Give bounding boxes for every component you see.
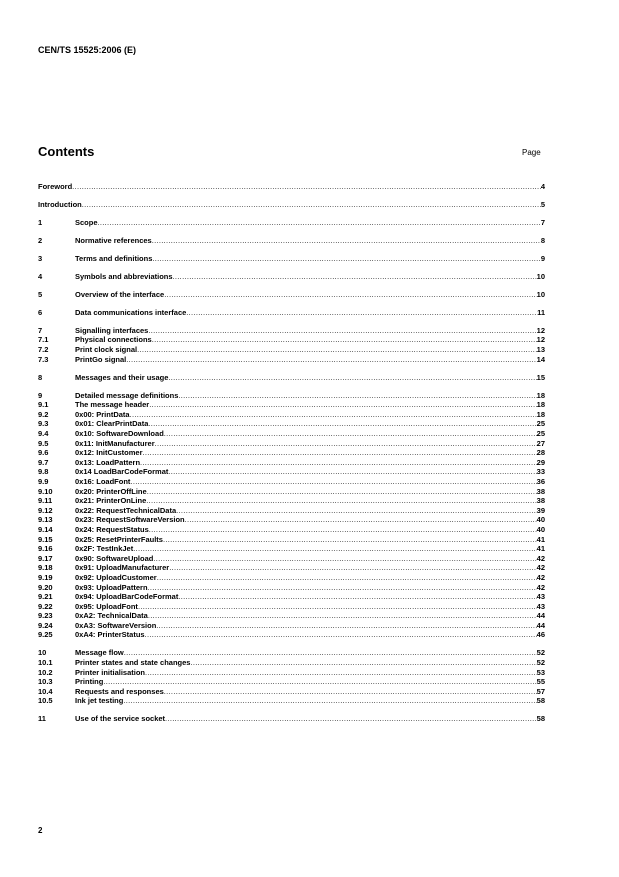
toc-leader-dots xyxy=(148,583,537,592)
toc-entry-page: 57 xyxy=(536,686,545,696)
toc-entry-page: 55 xyxy=(536,677,545,687)
toc-entry[interactable] xyxy=(38,696,545,706)
toc-entry-page: 58 xyxy=(536,714,545,724)
toc-entry-page: 42 xyxy=(536,572,545,582)
toc-entry-page: 52 xyxy=(536,648,545,658)
toc-entry[interactable] xyxy=(38,658,545,668)
toc-entry-title: 0x23: RequestSoftwareVersion xyxy=(75,515,185,525)
toc-entry[interactable] xyxy=(38,326,545,336)
toc-entry-page: 18 xyxy=(536,390,545,400)
toc-entry-title: Terms and definitions xyxy=(75,253,153,263)
toc-entry-page: 44 xyxy=(536,620,545,630)
toc-entry-title: The message header xyxy=(75,400,150,410)
toc-entry-number: 7.3 xyxy=(38,354,49,364)
toc-leader-dots xyxy=(124,648,537,657)
toc-entry-page: 42 xyxy=(536,563,545,573)
toc-leader-dots xyxy=(149,400,536,409)
toc-entry-title: PrintGo signal xyxy=(75,354,127,364)
toc-leader-dots xyxy=(168,467,536,476)
toc-entry-title: 0x13: LoadPattern xyxy=(75,457,141,467)
toc-entry[interactable] xyxy=(38,218,545,228)
toc-entry-page: 44 xyxy=(536,611,545,621)
toc-entry[interactable] xyxy=(38,391,545,401)
toc-entry[interactable] xyxy=(38,506,545,516)
toc-entry[interactable] xyxy=(38,621,545,631)
toc-entry[interactable] xyxy=(38,345,545,355)
toc-leader-dots xyxy=(178,592,536,601)
toc-leader-dots xyxy=(164,290,536,299)
toc-entry-page: 40 xyxy=(536,515,545,525)
toc-entry-title: 0x91: UploadManufacturer xyxy=(75,563,170,573)
toc-entry[interactable] xyxy=(38,714,545,724)
toc-leader-dots xyxy=(145,668,537,677)
toc-entry-number: 9.22 xyxy=(38,601,53,611)
toc-entry-number: 10.5 xyxy=(38,696,53,706)
toc-leader-dots xyxy=(169,563,536,572)
toc-entry-page: 52 xyxy=(536,658,545,668)
toc-leader-dots xyxy=(152,236,541,245)
toc-entry[interactable] xyxy=(38,611,545,621)
toc-entry-title: Print clock signal xyxy=(75,345,138,355)
toc-leader-dots xyxy=(145,630,537,639)
toc-entry-number: 7.2 xyxy=(38,345,49,355)
toc-entry[interactable] xyxy=(38,487,545,497)
toc-entry-number: 9.12 xyxy=(38,505,53,515)
toc-entry-number: 10.3 xyxy=(38,677,53,687)
toc-entry[interactable] xyxy=(38,439,545,449)
toc-entry-number: 9.25 xyxy=(38,630,53,640)
toc-entry-page: 28 xyxy=(536,448,545,458)
toc-entry[interactable] xyxy=(38,448,545,458)
toc-leader-dots xyxy=(130,410,537,419)
toc-entry[interactable] xyxy=(38,583,545,593)
toc-entry[interactable] xyxy=(38,515,545,525)
toc-entry-page: 11 xyxy=(537,307,545,317)
toc-entry-number: 10 xyxy=(38,648,47,658)
toc-leader-dots xyxy=(173,272,537,281)
toc-entry-title: Messages and their usage xyxy=(75,372,169,382)
toc-entry-title: Symbols and abbreviations xyxy=(75,271,173,281)
toc-entry-number: 9.10 xyxy=(38,486,53,496)
toc-entry[interactable] xyxy=(38,668,545,678)
toc-entry-number: 2 xyxy=(38,235,43,245)
toc-entry-title: Printing xyxy=(75,677,104,687)
toc-entry-page: 53 xyxy=(536,667,545,677)
toc-entry-page: 10 xyxy=(536,271,545,281)
toc-entry[interactable] xyxy=(38,200,545,210)
toc-entry-title: 0x01: ClearPrintData xyxy=(75,419,149,429)
toc-entry-page: 10 xyxy=(536,289,545,299)
toc-entry-number: 9.11 xyxy=(38,496,53,506)
toc-entry[interactable] xyxy=(38,573,545,583)
toc-entry-title: 0x95: UploadFont xyxy=(75,601,138,611)
toc-entry-title: Foreword xyxy=(38,182,73,191)
toc-entry[interactable] xyxy=(38,563,545,573)
toc-entry-number: 4 xyxy=(38,271,43,281)
toc-entry[interactable] xyxy=(38,419,545,429)
page-column-label: Page xyxy=(522,148,541,157)
toc-entry[interactable] xyxy=(38,544,545,554)
table-of-contents xyxy=(38,182,545,724)
toc-leader-dots xyxy=(157,573,537,582)
toc-entry-number: 5 xyxy=(38,289,43,299)
toc-entry-page: 41 xyxy=(536,544,545,554)
toc-entry-title: Ink jet testing xyxy=(75,696,124,706)
toc-entry-page: 29 xyxy=(536,457,545,467)
toc-entry-number: 9.19 xyxy=(38,572,53,582)
toc-leader-dots xyxy=(155,439,537,448)
toc-entry-number: 9.24 xyxy=(38,620,53,630)
toc-entry-number: 7.1 xyxy=(38,335,49,345)
toc-entry-page: 8 xyxy=(540,235,545,245)
toc-entry-title: 0x94: UploadBarCodeFormat xyxy=(75,592,179,602)
toc-entry-title: 0x90: SoftwareUpload xyxy=(75,553,154,563)
toc-leader-dots xyxy=(133,544,536,553)
toc-entry-number: 3 xyxy=(38,253,43,263)
toc-leader-dots xyxy=(126,355,536,364)
toc-entry-number: 10.1 xyxy=(38,658,53,668)
toc-entry-number: 9.21 xyxy=(38,592,53,602)
toc-entry-number: 11 xyxy=(38,714,46,724)
toc-entry-number: 6 xyxy=(38,307,43,317)
toc-entry-page: 18 xyxy=(536,409,545,419)
toc-entry[interactable] xyxy=(38,602,545,612)
toc-entry-title: 0x00: PrintData xyxy=(75,409,130,419)
toc-entry-page: 25 xyxy=(536,429,545,438)
toc-entry-page: 18 xyxy=(536,400,545,410)
toc-leader-dots xyxy=(185,515,537,524)
toc-leader-dots xyxy=(149,525,537,534)
toc-entry-page: 12 xyxy=(536,325,545,335)
toc-entry-title: 0xA2: TechnicalData xyxy=(75,611,148,621)
toc-entry-number: 9.14 xyxy=(38,524,53,534)
toc-entry[interactable] xyxy=(38,400,545,410)
toc-entry-title: 0xA4: PrinterStatus xyxy=(75,630,145,640)
toc-entry[interactable] xyxy=(38,335,545,345)
toc-leader-dots xyxy=(156,621,536,630)
toc-entry-page: 15 xyxy=(536,372,545,382)
toc-leader-dots xyxy=(164,429,537,438)
toc-entry-title: 0x14 LoadBarCodeFormat xyxy=(75,467,169,477)
toc-leader-dots xyxy=(178,391,536,400)
toc-entry[interactable] xyxy=(38,254,545,264)
toc-entry-number: 9.4 xyxy=(38,429,49,438)
toc-entry[interactable] xyxy=(38,592,545,602)
toc-entry[interactable] xyxy=(38,535,545,545)
toc-entry-page: 13 xyxy=(536,345,545,355)
toc-leader-dots xyxy=(137,345,537,354)
toc-leader-dots xyxy=(147,487,537,496)
toc-entry-title: 0x10: SoftwareDownload xyxy=(75,429,164,438)
toc-entry-title: 0x25: ResetPrinterFaults xyxy=(75,534,163,544)
toc-entry[interactable] xyxy=(38,687,545,697)
toc-leader-dots xyxy=(146,496,536,505)
toc-entry-number: 9 xyxy=(38,390,43,400)
toc-entry-page: 41 xyxy=(536,534,545,544)
toc-leader-dots xyxy=(186,308,537,317)
toc-entry-title: Data communications interface xyxy=(75,307,187,317)
toc-entry[interactable] xyxy=(38,677,545,687)
toc-entry[interactable] xyxy=(38,429,545,439)
toc-entry-title: Printer states and state changes xyxy=(75,658,191,668)
toc-entry-page: 25 xyxy=(536,419,545,429)
toc-entry[interactable] xyxy=(38,290,545,300)
toc-entry[interactable] xyxy=(38,477,545,487)
toc-entry-number: 9.6 xyxy=(38,448,49,458)
toc-entry-title: Scope xyxy=(75,217,98,227)
toc-leader-dots xyxy=(164,687,537,696)
toc-leader-dots xyxy=(163,535,537,544)
toc-entry-title: Requests and responses xyxy=(75,686,164,696)
toc-entry-title: 0x11: InitManufacturer xyxy=(75,438,155,448)
toc-entry-number: 9.13 xyxy=(38,515,53,525)
toc-entry-page: 5 xyxy=(540,199,545,209)
document-id: CEN/TS 15525:2006 (E) xyxy=(38,45,137,55)
toc-entry-page: 36 xyxy=(536,476,545,486)
toc-entry-title: Message flow xyxy=(75,648,124,658)
toc-leader-dots xyxy=(72,182,541,191)
toc-entry-title: Printer initialisation xyxy=(75,667,146,677)
toc-leader-dots xyxy=(98,218,541,227)
toc-entry-number: 9.16 xyxy=(38,544,53,554)
toc-entry[interactable] xyxy=(38,630,545,640)
toc-entry-title: 0x93: UploadPattern xyxy=(75,582,148,592)
toc-entry-number: 9.23 xyxy=(38,611,53,621)
toc-entry[interactable] xyxy=(38,525,545,535)
toc-entry-number: 9.18 xyxy=(38,563,53,573)
toc-entry[interactable] xyxy=(38,458,545,468)
toc-entry-title: 0x20: PrinterOffLine xyxy=(75,486,147,496)
toc-entry-title: Introduction xyxy=(38,199,82,209)
toc-leader-dots xyxy=(123,696,536,705)
toc-entry-page: 7 xyxy=(540,217,545,227)
toc-entry-page: 42 xyxy=(536,553,545,563)
toc-entry-page: 38 xyxy=(536,496,545,506)
toc-entry-number: 9.2 xyxy=(38,409,49,419)
toc-leader-dots xyxy=(82,200,541,209)
toc-entry-title: 0x12: InitCustomer xyxy=(75,448,143,458)
toc-leader-dots xyxy=(140,458,537,467)
toc-entry-page: 43 xyxy=(536,592,545,602)
toc-entry-title: 0xA3: SoftwareVersion xyxy=(75,620,157,630)
toc-entry[interactable] xyxy=(38,467,545,477)
toc-entry[interactable] xyxy=(38,410,545,420)
toc-entry-title: Physical connections xyxy=(75,335,152,345)
page-number: 2 xyxy=(38,826,43,835)
toc-entry-number: 7 xyxy=(38,325,43,335)
toc-entry-title: Normative references xyxy=(75,235,152,245)
toc-entry-number: 9.1 xyxy=(38,400,49,410)
contents-heading: Contents xyxy=(38,144,95,159)
toc-entry-page: 40 xyxy=(536,524,545,534)
toc-leader-dots xyxy=(152,335,537,344)
toc-leader-dots xyxy=(168,373,536,382)
toc-entry[interactable] xyxy=(38,554,545,564)
toc-entry-title: Detailed message definitions xyxy=(75,390,179,400)
toc-leader-dots xyxy=(148,611,537,620)
toc-leader-dots xyxy=(148,419,536,428)
toc-entry-title: Use of the service socket xyxy=(75,714,166,724)
toc-entry-page: 33 xyxy=(536,467,545,477)
toc-entry-number: 10.2 xyxy=(38,667,53,677)
toc-entry-title: 0x24: RequestStatus xyxy=(75,524,149,534)
toc-entry-page: 14 xyxy=(536,354,545,364)
toc-entry-number: 9.3 xyxy=(38,419,49,429)
toc-entry-number: 9.5 xyxy=(38,438,49,448)
toc-entry-page: 42 xyxy=(536,582,545,592)
toc-entry-title: 0x22: RequestTechnicalData xyxy=(75,505,177,515)
toc-entry-number: 8 xyxy=(38,372,43,382)
toc-entry-title: Overview of the interface xyxy=(75,289,165,299)
toc-entry-page: 43 xyxy=(536,601,545,611)
toc-entry-number: 9.8 xyxy=(38,467,49,477)
toc-leader-dots xyxy=(153,554,536,563)
toc-entry-page: 12 xyxy=(536,335,545,345)
toc-entry[interactable] xyxy=(38,373,545,383)
toc-entry-number: 1 xyxy=(38,217,43,227)
toc-entry-title: Signalling interfaces xyxy=(75,325,149,335)
toc-leader-dots xyxy=(165,714,537,723)
toc-entry[interactable] xyxy=(38,648,545,658)
toc-leader-dots xyxy=(143,448,537,457)
toc-entry-title: 0x21: PrinterOnLine xyxy=(75,496,147,506)
toc-entry[interactable] xyxy=(38,308,545,318)
toc-leader-dots xyxy=(152,254,540,263)
toc-entry-page: 38 xyxy=(536,486,545,496)
toc-leader-dots xyxy=(130,477,536,486)
toc-entry-number: 9.20 xyxy=(38,582,53,592)
toc-entry-page: 4 xyxy=(540,182,545,191)
toc-leader-dots xyxy=(138,602,537,611)
toc-entry[interactable] xyxy=(38,182,545,192)
toc-leader-dots xyxy=(190,658,536,667)
toc-entry-page: 58 xyxy=(536,696,545,706)
toc-entry[interactable] xyxy=(38,272,545,282)
toc-entry-number: 10.4 xyxy=(38,686,53,696)
toc-entry-number: 9.9 xyxy=(38,476,49,486)
toc-entry-title: 0x92: UploadCustomer xyxy=(75,572,157,582)
toc-entry-title: 0x16: LoadFont xyxy=(75,476,131,486)
toc-entry-page: 27 xyxy=(536,438,545,448)
toc-entry[interactable] xyxy=(38,355,545,365)
toc-entry[interactable] xyxy=(38,496,545,506)
toc-entry-page: 39 xyxy=(536,505,545,515)
toc-leader-dots xyxy=(103,677,536,686)
toc-entry-title: 0x2F: TestInkJet xyxy=(75,544,134,554)
toc-leader-dots xyxy=(148,326,536,335)
toc-entry-page: 9 xyxy=(540,253,545,263)
toc-entry[interactable] xyxy=(38,236,545,246)
toc-entry-number: 9.15 xyxy=(38,534,53,544)
toc-entry-number: 9.7 xyxy=(38,457,49,467)
toc-leader-dots xyxy=(176,506,537,515)
toc-entry-page: 46 xyxy=(536,630,545,640)
toc-entry-number: 9.17 xyxy=(38,553,53,563)
